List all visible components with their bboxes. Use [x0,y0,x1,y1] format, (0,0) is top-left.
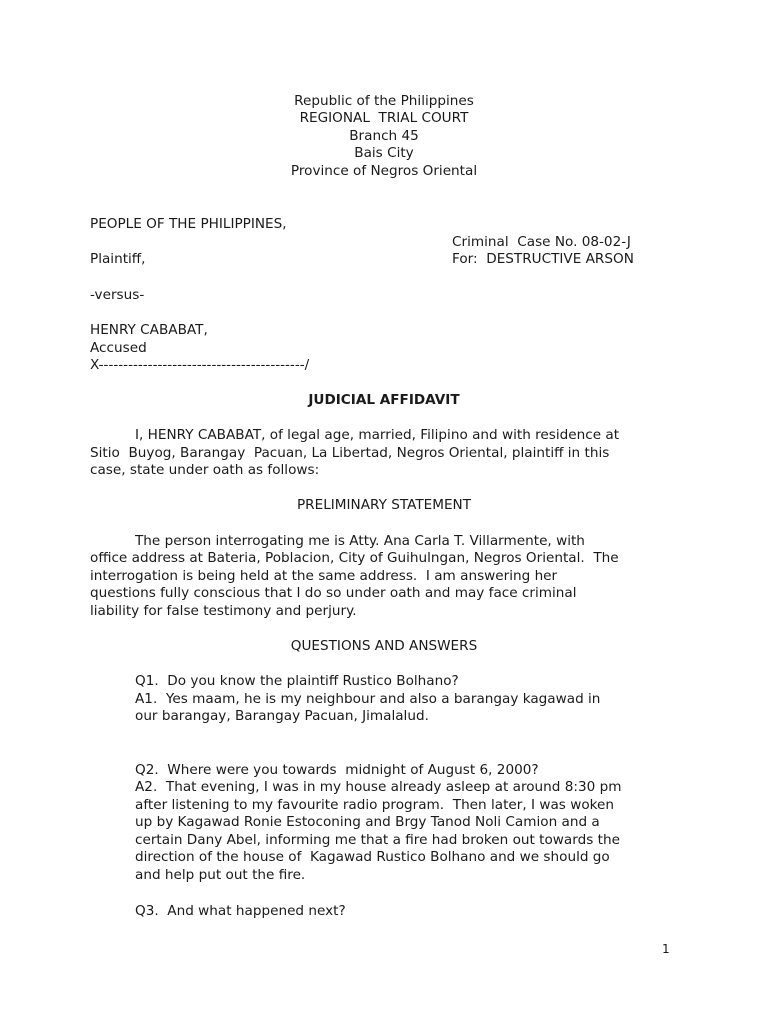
question-2: Q2. Where were you towards midnight of August 6, 2000? [135,762,539,778]
caption-divider: X------------------------------------------/ [90,357,310,373]
header-province: Province of Negros Oriental [290,163,478,179]
answer-1-line-1: A1. Yes maam, he is my neighbour and also a barangay kagawad in [135,691,601,707]
answer-2-line-5: direction of the house of Kagawad Rustico Bolhano and we should go [135,849,610,865]
preliminary-line-2: office address at Bateria, Poblacion, City of Guihulngan, Negros Oriental. The [90,550,619,566]
caption-parties: PEOPLE OF THE PHILIPPINES, [90,216,287,232]
intro-line-1: I, HENRY CABABAT, of legal age, married, Filipino and with residence at [135,427,620,443]
caption-accused-name: HENRY CABABAT, [90,322,208,338]
answer-2-line-2: after listening to my favourite radio program. Then later, I was woken [135,797,614,813]
intro-line-3: case, state under oath as follows: [90,462,320,478]
header-branch: Branch 45 [349,128,419,144]
answer-2-line-6: and help put out the fire. [135,867,306,883]
caption-offense: For: DESTRUCTIVE ARSON [452,251,634,267]
question-1: Q1. Do you know the plaintiff Rustico Bolhano? [135,673,459,689]
answer-2-line-1: A2. That evening, I was in my house already asleep at around 8:30 pm [135,779,622,795]
caption-case-number: Criminal Case No. 08-02-J [452,234,631,250]
qa-heading: QUESTIONS AND ANSWERS [290,638,478,654]
caption-versus: -versus- [90,287,145,303]
header-city: Bais City [354,145,414,161]
header-republic: Republic of the Philippines [294,93,474,109]
preliminary-line-3: interrogation is being held at the same address. I am answering her [90,568,558,584]
answer-2-line-4: certain Dany Abel, informing me that a fire had broken out towards the [135,832,620,848]
preliminary-line-4: questions fully conscious that I do so under oath and may face criminal [90,585,577,601]
answer-1-line-2: our barangay, Barangay Pacuan, Jimalalud. [135,708,429,724]
document-title: JUDICIAL AFFIDAVIT [308,392,460,408]
intro-line-2: Sitio Buyog, Barangay Pacuan, La Libertad, Negros Oriental, plaintiff in this [90,445,610,461]
preliminary-heading: PRELIMINARY STATEMENT [296,497,472,513]
answer-2-line-3: up by Kagawad Ronie Estoconing and Brgy Tanod Noli Camion and a [135,814,600,830]
caption-accused-label: Accused [90,340,147,356]
preliminary-line-1: The person interrogating me is Atty. Ana Carla T. Villarmente, with [135,533,585,549]
caption-plaintiff: Plaintiff, [90,251,146,267]
page-number: 1 [662,942,670,956]
preliminary-line-5: liability for false testimony and perjury. [90,603,357,619]
header-court: REGIONAL TRIAL COURT [299,110,469,126]
question-3: Q3. And what happened next? [135,903,346,919]
